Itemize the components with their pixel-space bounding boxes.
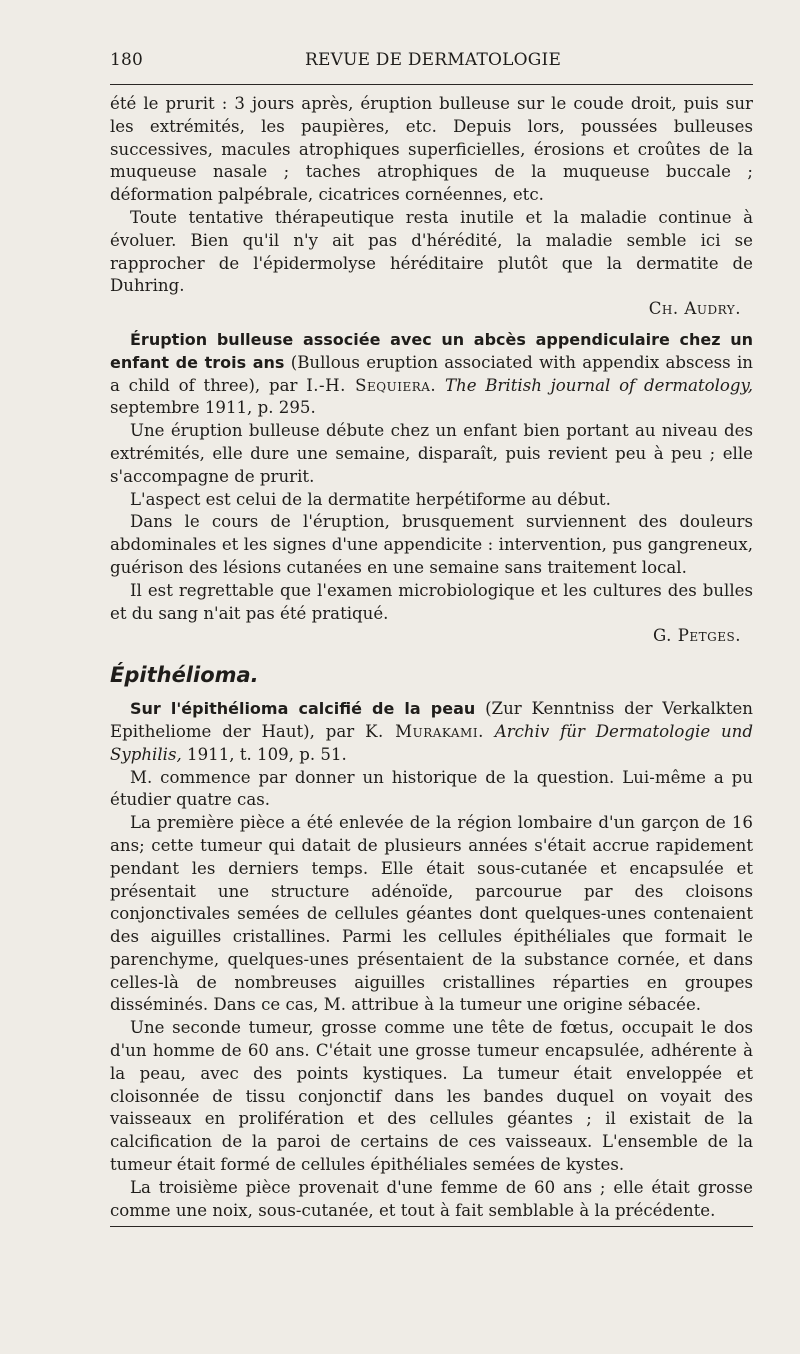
citation-post: 1911, t. 109, p. 51.	[187, 744, 347, 764]
paragraph: La troisième pièce provenait d'une femme de 60 ans ; elle était grosse comme une noix, sous-cutanée, et tout à fait semblable à la précédente.	[110, 1177, 753, 1220]
article-heading	[110, 698, 753, 766]
header-rule	[110, 84, 753, 85]
paragraph: M. commence par donner un historique de la question. Lui-même a pu étudier quatre cas.	[110, 767, 753, 810]
paragraph: Une seconde tumeur, grosse comme une tête de fœtus, occupait le dos d'un homme de 60 ans. C'était une grosse tumeur encapsulée, adhérente à la peau, avec des points kystiques. La tumeur était enveloppée et cloisonnée de tissu conjonctif dans les bandes duquel on voyait des vaisseaux en prolifération et des cellules géantes ; il existait de la calcification de la paroi de certains de ces vaisseaux. L'ensemble de la tumeur était formé de cellules épithéliales semées de kystes.	[110, 1018, 753, 1175]
citation-pre: (Bullous eruption associated with appendix abscess in a child of three), par	[110, 352, 753, 395]
section-heading: Épithélioma.	[110, 663, 259, 688]
article-heading	[110, 329, 753, 420]
paragraph: L'aspect est celui de la dermatite herpétiforme au début.	[130, 489, 611, 509]
article-murakami	[110, 698, 753, 1222]
paragraph: Une éruption bulleuse débute chez un enfant bien portant au niveau des extrémités, elle dure une semaine, disparaît, puis revient peu à peu ; elle s'accompagne de prurit.	[110, 421, 753, 486]
article-audry	[110, 93, 753, 321]
paragraph: Toute tentative thérapeutique resta inutile et la maladie continue à évoluer. Bien qu'il n'y ait pas d'hérédité, la maladie semble ici se rapprocher de l'épidermolyse héréditaire plutôt que la dermatite de Duhring.	[110, 207, 753, 296]
paragraph: La première pièce a été enlevée de la région lombaire d'un garçon de 16 ans; cette tumeur qui datait de plusieurs années s'était accrue rapidement pendant les derniers temps. Elle était sous-cutanée et encapsulée et présentait une structure adénoïde, parcourue par des cloisons conjonctivales semées de cellules géantes dont quelques-unes contenaient des aiguilles cristallines. Parmi les cellules épithéliales que formait le parenchyme, quelques-unes présentaient de la substance cornée, et dans celles-là de nombreuses aiguilles cristallines réparties en groupes disséminés. Dans ce cas, M. attribue à la tumeur une origine sébacée.	[110, 813, 753, 1015]
author-name: I.-H. Sequiera.	[306, 375, 437, 395]
running-title: REVUE DE DERMATOLOGIE	[304, 50, 562, 70]
citation-post: septembre 1911, p. 295.	[110, 398, 316, 418]
running-header	[110, 50, 753, 82]
signature-text: Ch. Audry.	[648, 299, 741, 319]
paragraph: été le prurit : 3 jours après, éruption bulleuse sur le coude droit, puis sur les extrémités, les paupières, etc. Depuis lors, poussées bulleuses successives, macules atrophiques superficielles, érosions et croûtes de la muqueuse nasale ; taches atrophiques de la muqueuse buccale ; déformation palpébrale, cicatrices cornéennes, etc.	[110, 94, 753, 205]
paragraph: Il est regrettable que l'examen microbiologique et les cultures des bulles et du sang n'ait pas été pratiqué.	[110, 580, 753, 623]
page	[110, 50, 753, 1227]
paragraph: Dans le cours de l'éruption, brusquement surviennent des douleurs abdominales et les signes d'une appendicite : intervention, pus gangreneux, guérison des lésions cutanées en une semaine sans traitement local.	[110, 512, 753, 577]
signature	[110, 298, 753, 321]
citation-pre: (Zur Kenntniss der Verkalkten Epitheliome der Haut), par	[110, 699, 753, 741]
author-name: K. Murakami.	[365, 721, 484, 741]
article-title: Éruption bulleuse associée avec un abcès appendiculaire chez un enfant de trois ans	[110, 329, 753, 372]
signature	[110, 625, 753, 648]
signature-text: G. Petges.	[653, 626, 741, 646]
article-title: Sur l'épithélioma calcifié de la peau	[130, 699, 476, 719]
page-number: 180	[110, 50, 144, 70]
journal-name: Archiv für Dermatologie und Syphilis,	[110, 721, 753, 764]
article-sequiera	[110, 329, 753, 648]
paragraph-with-signature	[110, 580, 753, 626]
journal-name: The British journal of dermatology,	[444, 375, 753, 395]
footer-rule	[110, 1226, 753, 1227]
